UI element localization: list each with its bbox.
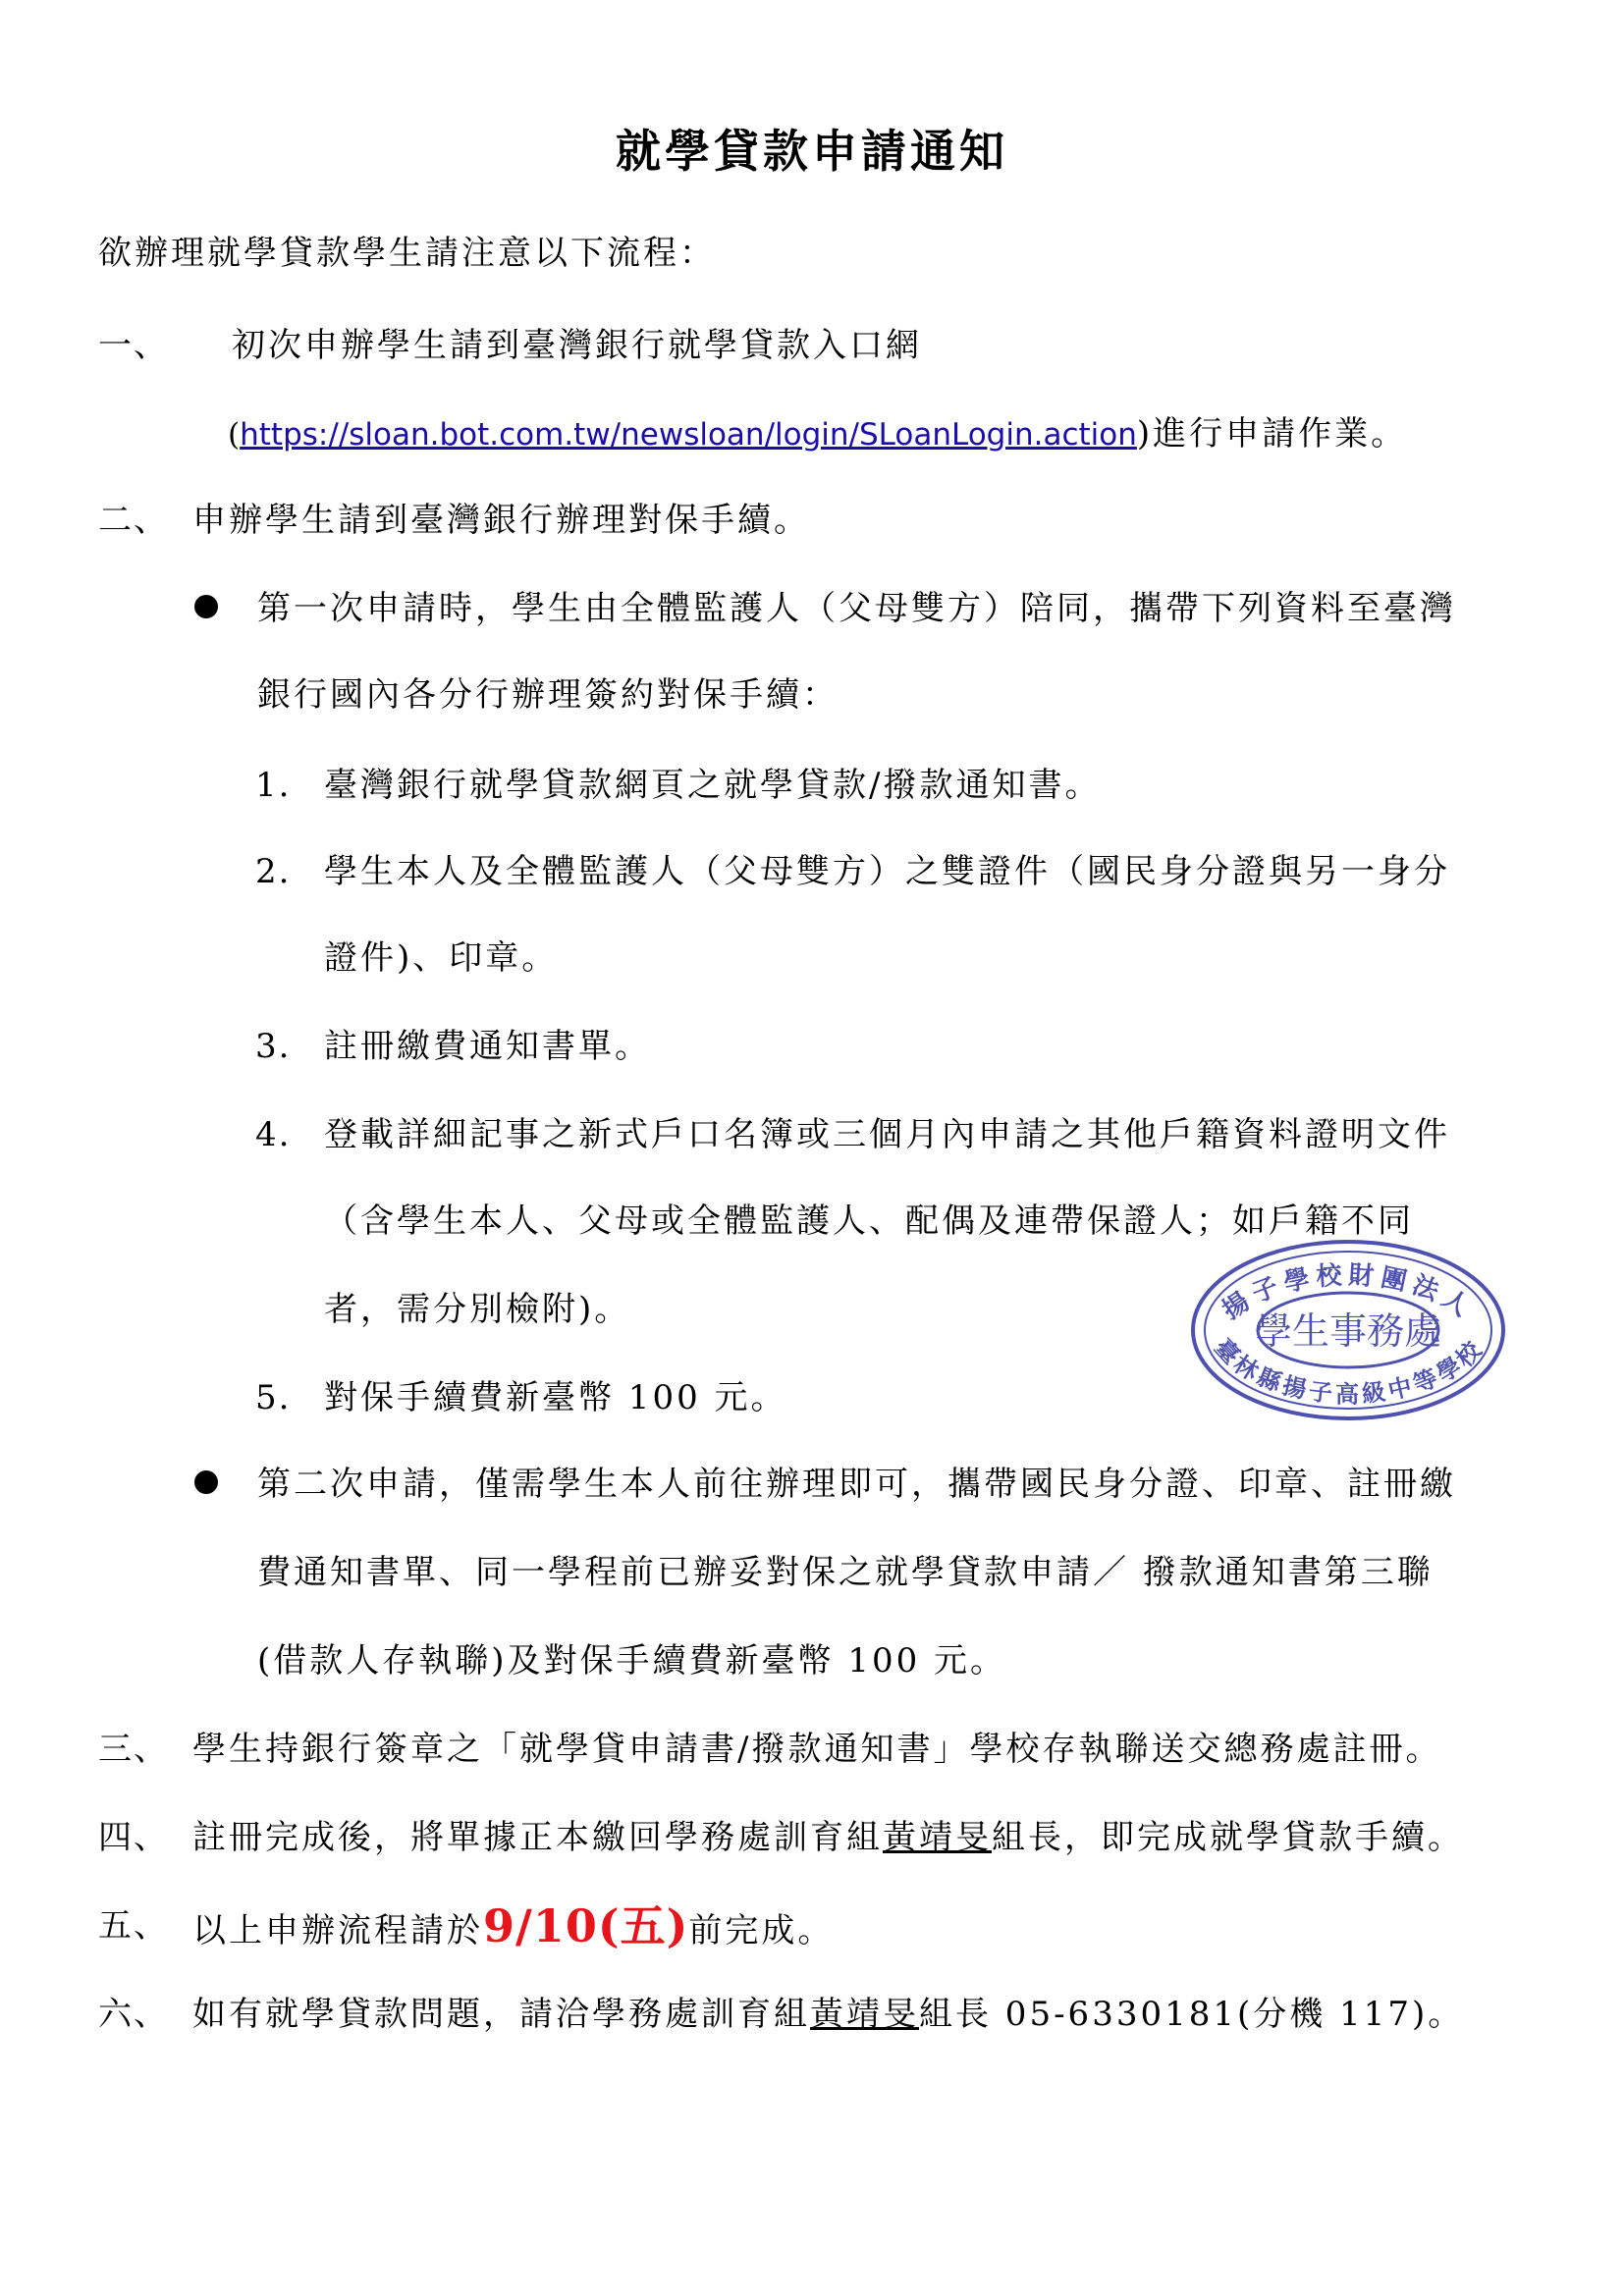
step6-text-after: 組長 05-6330181(分機 117)。 [919, 1995, 1465, 2034]
bullet1-line1: 第一次申請時，學生由全體監護人（父母雙方）陪同，攜帶下列資料至臺灣 [257, 589, 1456, 628]
item-number: 5. [255, 1378, 292, 1417]
item-number: 3. [255, 1027, 292, 1066]
step3-text: 學生持銀行簽章之「就學貸申請書/撥款通知書」學校存執聯送交總務處註冊。 [192, 1730, 1442, 1769]
seal-center-text: 學生事務處 [1254, 1309, 1442, 1353]
item-text: 者，需分別檢附)。 [324, 1290, 631, 1329]
step2-text: 申辦學生請到臺灣銀行辦理對保手續。 [192, 501, 810, 540]
item-text: 對保手續費新臺幣 100 元。 [324, 1378, 787, 1417]
step1-mark: 一、 [98, 326, 169, 365]
seal-top-arc-text: 揚子學校財團法人 [1217, 1260, 1480, 1326]
step1-url-line [228, 414, 1407, 454]
official-seal-stamp [1186, 1235, 1510, 1426]
step5-mark: 五、 [98, 1906, 169, 1946]
item-text: 臺灣銀行就學貸款網頁之就學貸款/撥款通知書。 [324, 766, 1102, 805]
item-text: 證件)、印章。 [324, 938, 559, 978]
item-number: 2. [255, 852, 292, 891]
step4-mark: 四、 [98, 1818, 169, 1857]
step5-text [192, 1899, 835, 1954]
url-open-paren: ( [228, 417, 241, 453]
bullet-dot [194, 595, 218, 618]
step6-text-before: 如有就學貸款問題，請洽學務處訓育組 [192, 1995, 810, 2034]
step5-text-after: 前完成。 [688, 1911, 835, 1950]
step6-mark: 六、 [98, 1995, 169, 2034]
item-number: 1. [255, 766, 292, 805]
step4-text-before: 註冊完成後，將單據正本繳回學務處訓育組 [192, 1818, 883, 1857]
item-text: 學生本人及全體監護人（父母雙方）之雙證件（國民身分證與另一身分 [324, 852, 1450, 891]
contact-name: 黃靖旻 [883, 1818, 992, 1857]
seal-bottom-arc-text: 臺林縣揚子高級中等學校 [1209, 1333, 1489, 1409]
bullet1-line2: 銀行國內各分行辦理簽約對保手續： [257, 675, 839, 715]
deadline-date: 9/10(五) [483, 1899, 689, 1952]
step6-text [192, 1995, 1464, 2034]
sloan-link[interactable]: https://sloan.bot.com.tw/newsloan/login/SLoanLogin.action [240, 417, 1137, 453]
step4-text-after: 組長，即完成就學貸款手續。 [992, 1818, 1464, 1857]
bullet2-line: 第二次申請，僅需學生本人前往辦理即可，攜帶國民身分證、印章、註冊繳 [257, 1465, 1456, 1504]
step1-text: 初次申辦學生請到臺灣銀行就學貸款入口網 [232, 326, 922, 365]
document-title: 就學貸款申請通知 [616, 125, 1008, 178]
step4-text [192, 1818, 1464, 1857]
intro-text: 欲辦理就學貸款學生請注意以下流程： [98, 234, 716, 273]
item-text: 登載詳細記事之新式戶口名簿或三個月內申請之其他戶籍資料證明文件 [324, 1115, 1450, 1154]
contact-name: 黃靖旻 [810, 1995, 919, 2034]
step5-text-before: 以上申辦流程請於 [192, 1911, 483, 1950]
bullet2-line: 費通知書單、同一學程前已辦妥對保之就學貸款申請／ 撥款通知書第三聯 [257, 1553, 1434, 1592]
bullet2-line: (借款人存執聯)及對保手續費新臺幣 100 元。 [257, 1641, 1007, 1681]
step3-mark: 三、 [98, 1730, 169, 1769]
bullet-dot [194, 1470, 218, 1494]
item-text: （含學生本人、父母或全體監護人、配偶及連帶保證人；如戶籍不同 [324, 1201, 1414, 1241]
item-number: 4. [255, 1115, 292, 1154]
step2-mark: 二、 [98, 501, 169, 540]
url-close-text: )進行申請作業。 [1136, 414, 1408, 454]
item-text: 註冊繳費通知書單。 [324, 1027, 651, 1066]
